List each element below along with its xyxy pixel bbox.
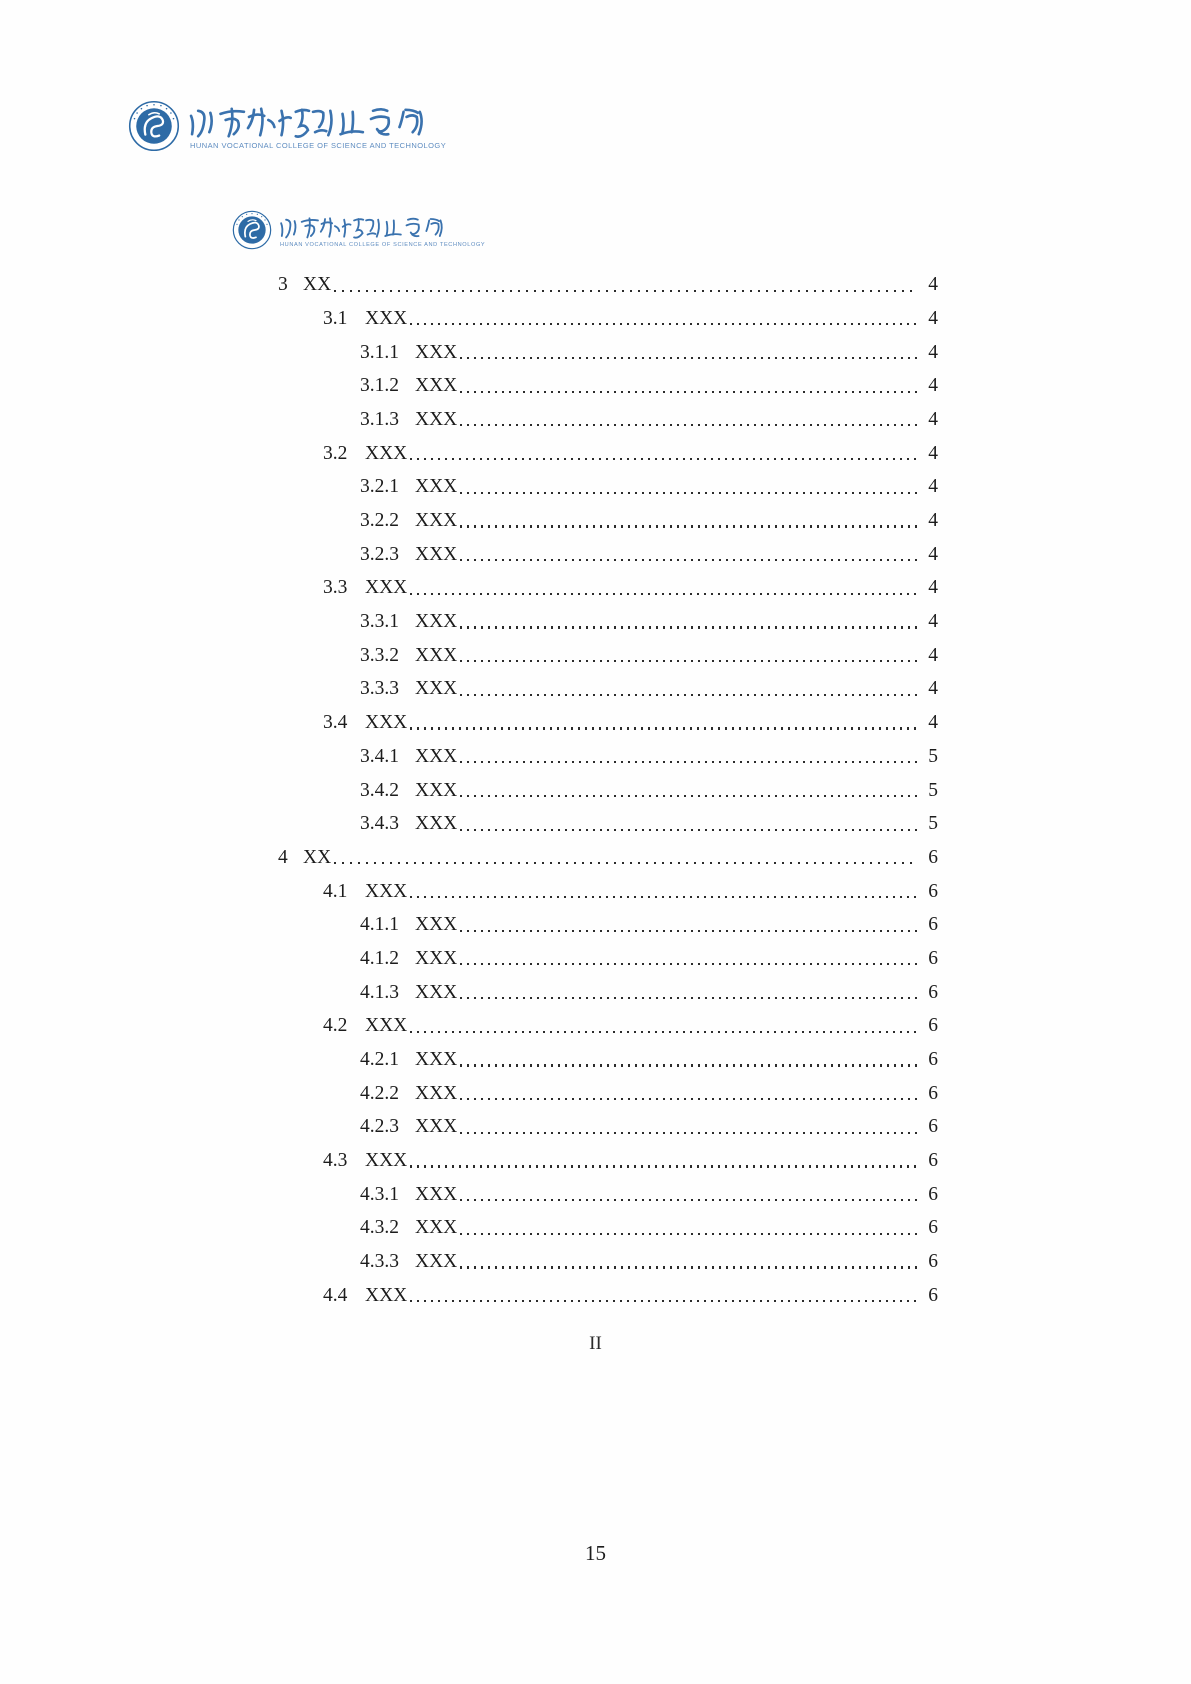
toc-entry[interactable] <box>258 1041 938 1075</box>
toc-entry[interactable] <box>258 1142 938 1176</box>
toc-entry-page: 4 <box>928 543 938 565</box>
toc-entry-title: XXX <box>365 880 408 902</box>
toc-entry-title: XXX <box>415 914 458 936</box>
toc-entry-number: 3.2.3 <box>360 543 399 565</box>
dotted-leader <box>410 593 921 595</box>
toc-entry-page: 4 <box>928 510 938 531</box>
dotted-leader <box>410 1031 921 1033</box>
toc-entry-page: 5 <box>928 779 938 801</box>
toc-entry[interactable] <box>258 569 938 603</box>
toc-entry-number: 3.3.1 <box>360 611 399 633</box>
toc-entry-title: XXX <box>415 611 458 633</box>
toc-entry[interactable] <box>258 940 938 974</box>
dotted-leader <box>460 930 921 932</box>
toc-entry[interactable] <box>258 333 938 367</box>
toc-entry[interactable] <box>258 1277 938 1311</box>
toc-entry-number: 3 <box>278 274 288 296</box>
toc-entry-number: 3.4.3 <box>360 813 399 835</box>
toc-entry-title: XXX <box>365 1284 408 1306</box>
toc-entry-number: 3.3 <box>323 577 348 599</box>
toc-entry-page: 6 <box>928 1284 938 1306</box>
toc-entry-title: XXX <box>415 1049 458 1070</box>
toc-entry[interactable] <box>258 536 938 570</box>
dotted-leader <box>460 761 921 763</box>
toc-entry-page: 4 <box>928 611 938 633</box>
toc-entry-title: XXX <box>415 1217 458 1239</box>
toc-entry[interactable] <box>258 266 938 300</box>
toc-entry-page: 6 <box>928 947 938 969</box>
toc-entry-title: XXX <box>365 1150 408 1172</box>
college-emblem-icon <box>232 210 272 250</box>
toc-entry-page: 6 <box>928 1049 938 1070</box>
toc-entry-title: XXX <box>415 813 458 835</box>
dotted-leader <box>460 391 921 393</box>
toc-entry-page: 4 <box>928 274 938 296</box>
toc-entry-page: 6 <box>928 1251 938 1273</box>
toc-entry-title: XX <box>303 274 332 296</box>
inline-logo-text <box>272 210 485 249</box>
toc-entry[interactable] <box>258 367 938 401</box>
toc-entry-title: XXX <box>415 1183 458 1205</box>
toc-entry[interactable] <box>258 1007 938 1041</box>
toc-entry-number: 3.2 <box>323 442 348 464</box>
toc-entry-title: XXX <box>415 341 458 363</box>
toc-entry-title: XXX <box>415 1082 458 1104</box>
toc-entry-title: XXX <box>415 745 458 767</box>
toc-entry-number: 4.3.3 <box>360 1251 399 1273</box>
toc-entry[interactable] <box>258 805 938 839</box>
toc-entry-title: XXX <box>365 577 408 599</box>
college-name-english: HUNAN VOCATIONAL COLLEGE OF SCIENCE AND TECHNOLOGY <box>190 141 447 150</box>
toc-entry-page: 6 <box>928 1082 938 1104</box>
toc-entry[interactable] <box>258 704 938 738</box>
toc-entry-number: 4.3.1 <box>360 1183 399 1205</box>
college-name-english: HUNAN VOCATIONAL COLLEGE OF SCIENCE AND TECHNOLOGY <box>280 242 486 248</box>
header-college-logo <box>128 100 446 152</box>
dotted-leader <box>460 357 921 359</box>
toc-entry-title: XXX <box>415 510 458 531</box>
toc-entry-title: XXX <box>415 375 458 397</box>
toc-entry-number: 3.4.2 <box>360 779 399 801</box>
toc-entry-title: XXX <box>365 1015 408 1037</box>
page-number: 15 <box>585 1541 606 1565</box>
toc-entry-title: XX <box>303 846 332 868</box>
toc-entry-page: 4 <box>928 644 938 666</box>
toc-entry[interactable] <box>258 468 938 502</box>
dotted-leader <box>460 1098 921 1100</box>
toc-entry-page: 5 <box>928 745 938 767</box>
toc-entry-page: 6 <box>928 1183 938 1205</box>
toc-entry-number: 4.2.3 <box>360 1116 399 1138</box>
toc-entry-page: 6 <box>928 1015 938 1037</box>
toc-entry[interactable] <box>258 839 938 873</box>
toc-entry-number: 4.1.1 <box>360 914 399 936</box>
header-logo-text <box>180 100 446 150</box>
toc-entry-page: 4 <box>928 678 938 700</box>
dotted-leader <box>460 525 921 527</box>
toc-entry-title: XXX <box>365 307 408 329</box>
dotted-leader <box>460 559 921 561</box>
toc-entry[interactable] <box>258 872 938 906</box>
toc-entry-number: 3.2.1 <box>360 476 399 498</box>
toc-entry-number: 4.2 <box>323 1015 348 1037</box>
dotted-leader <box>410 1165 921 1167</box>
toc-entry[interactable] <box>258 300 938 334</box>
toc-entry[interactable] <box>258 1209 938 1243</box>
toc-entry[interactable] <box>258 603 938 637</box>
toc-entry-title: XXX <box>415 476 458 498</box>
college-name-calligraphy <box>188 102 432 142</box>
toc-entry[interactable] <box>258 502 938 536</box>
toc-entry-number: 3.1.3 <box>360 408 399 430</box>
dotted-leader <box>410 727 921 729</box>
inline-college-logo <box>232 210 485 250</box>
dotted-leader <box>460 660 921 662</box>
toc-entry[interactable] <box>258 1243 938 1277</box>
dotted-leader <box>460 1266 921 1268</box>
dotted-leader <box>460 424 921 426</box>
toc-entry[interactable] <box>258 670 938 704</box>
toc-entry[interactable] <box>258 973 938 1007</box>
toc-entry-page: 6 <box>928 981 938 1003</box>
toc-entry-title: XXX <box>415 408 458 430</box>
toc-entry-page: 6 <box>928 880 938 902</box>
toc-entry-number: 4.3.2 <box>360 1217 399 1239</box>
toc-entry-title: XXX <box>415 678 458 700</box>
toc-entry-number: 4.2.1 <box>360 1049 399 1070</box>
dotted-leader <box>460 694 921 696</box>
toc-entry-number: 4 <box>278 846 288 868</box>
toc-entry-page: 6 <box>928 914 938 936</box>
dotted-leader <box>410 896 921 898</box>
toc-entry-title: XXX <box>415 779 458 801</box>
dotted-leader <box>460 626 921 628</box>
toc-entry[interactable] <box>258 1075 938 1109</box>
college-name-calligraphy <box>279 213 449 242</box>
toc-entry[interactable] <box>258 1176 938 1210</box>
toc-entry[interactable] <box>258 738 938 772</box>
dotted-leader <box>460 492 921 494</box>
toc-entry-page: 4 <box>928 442 938 464</box>
dotted-leader <box>410 1300 921 1302</box>
toc-entry-number: 4.1 <box>323 880 348 902</box>
toc-entry-number: 3.1.2 <box>360 375 399 397</box>
toc-entry-number: 3.1.1 <box>360 341 399 363</box>
toc-entry-number: 4.1.3 <box>360 981 399 1003</box>
toc-entry-number: 4.3 <box>323 1150 348 1172</box>
dotted-leader <box>410 458 921 460</box>
toc-entry-number: 3.3.2 <box>360 644 399 666</box>
toc-entry-number: 4.4 <box>323 1284 348 1306</box>
toc-entry[interactable] <box>258 401 938 435</box>
dotted-leader <box>410 323 921 325</box>
toc-list <box>258 266 938 1310</box>
dotted-leader <box>460 1132 921 1134</box>
toc-entry[interactable] <box>258 1108 938 1142</box>
toc-entry-number: 3.2.2 <box>360 510 399 531</box>
toc-entry-page: 4 <box>928 341 938 363</box>
toc-entry-number: 4.2.2 <box>360 1082 399 1104</box>
toc-entry-title: XXX <box>415 981 458 1003</box>
toc-entry[interactable] <box>258 771 938 805</box>
toc-entry-page: 4 <box>928 375 938 397</box>
toc-entry-number: 3.3.3 <box>360 678 399 700</box>
toc-page-label: II <box>589 1333 602 1354</box>
toc-entry-number: 3.1 <box>323 307 348 329</box>
toc-entry-title: XXX <box>415 644 458 666</box>
dotted-leader <box>460 829 921 831</box>
dotted-leader <box>334 862 914 864</box>
dotted-leader <box>460 997 921 999</box>
toc-entry-title: XXX <box>415 947 458 969</box>
toc-entry-number: 4.1.2 <box>360 947 399 969</box>
toc-entry[interactable] <box>258 434 938 468</box>
dotted-leader <box>460 963 921 965</box>
toc-entry-page: 4 <box>928 577 938 599</box>
dotted-leader <box>460 1199 921 1201</box>
toc-entry[interactable] <box>258 906 938 940</box>
toc-entry-title: XXX <box>415 1251 458 1273</box>
toc-entry-page: 6 <box>928 1217 938 1239</box>
toc-entry-page: 6 <box>928 846 938 868</box>
toc-entry-page: 4 <box>928 476 938 498</box>
dotted-leader <box>460 1233 921 1235</box>
toc-entry-title: XXX <box>415 543 458 565</box>
toc-entry-page: 4 <box>928 712 938 734</box>
dotted-leader <box>460 795 921 797</box>
toc-entry-page: 6 <box>928 1150 938 1172</box>
toc-entry-number: 3.4.1 <box>360 745 399 767</box>
toc-entry[interactable] <box>258 637 938 671</box>
toc-entry-title: XXX <box>365 712 408 734</box>
toc-entry-number: 3.4 <box>323 712 348 734</box>
toc-entry-title: XXX <box>365 442 408 464</box>
toc-entry-page: 4 <box>928 408 938 430</box>
toc-entry-page: 4 <box>928 307 938 329</box>
dotted-leader <box>334 290 914 292</box>
toc-entry-page: 6 <box>928 1116 938 1138</box>
toc-entry-title: XXX <box>415 1116 458 1138</box>
toc-entry-page: 5 <box>928 813 938 835</box>
college-emblem-icon <box>128 100 180 152</box>
dotted-leader <box>460 1064 921 1066</box>
